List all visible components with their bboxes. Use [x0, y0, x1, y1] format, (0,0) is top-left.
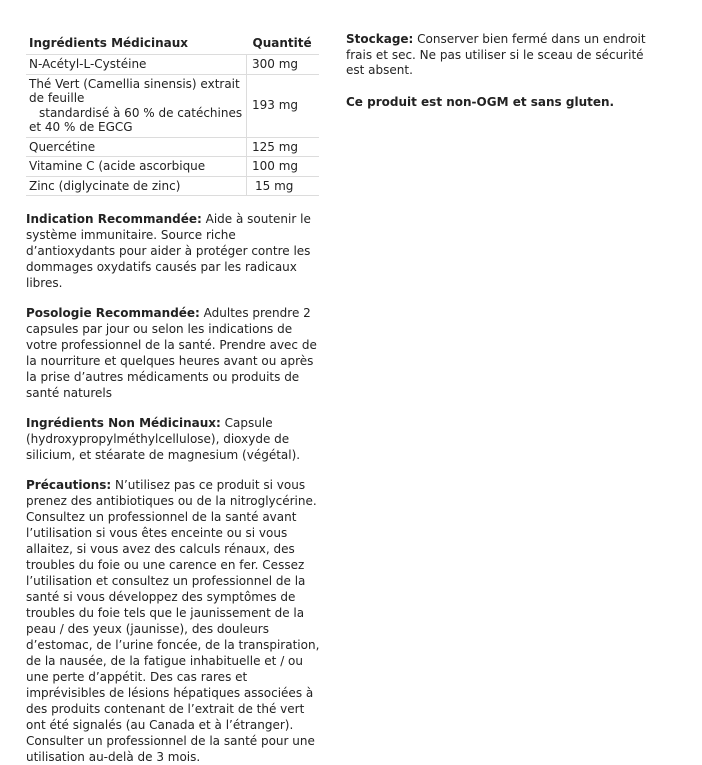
indication-text: Aide à soutenir le système immunitaire. Source riche d’antioxydants pour aider à protéger contre les dommages oxydatifs causés par les radicaux libres.: [26, 212, 311, 290]
ingredient-quantity: 300 mg: [247, 55, 320, 75]
non-gmo-statement: Ce produit est non-OGM et sans gluten.: [346, 94, 615, 109]
non-medicinal-text: Capsule (hydroxypropylméthylcellulose), dioxyde de silicium, et stéarate de magnesium (végétal).: [26, 416, 301, 462]
precautions-text: N’utilisez pas ce produit si vous prenez des antibiotiques ou de la nitroglycérine. Consultez un professionnel de la santé avant l’utilisation si vous êtes enceinte ou si vous allaitez, si vous avez des calculs rénaux, des troubles du foie ou une carence en fer. Cessez l’utilisation et consultez un professionnel de la santé si vous développez des symptômes de troubles du foie tels que le jaunissement de la peau / des yeux (jaunisse), des douleurs d’estomac, de l’urine foncée, de la transpiration, de la nausée, de la fatigue inhabituelle et / ou une perte d’appétit. Des cas rares et imprévisibles de lésions hépatiques associées à des produits contenant de l’extrait de thé vert ont été signalés (au Canada et à l’étranger). Consulter un professionnel de la santé pour une utilisation au-delà de 3 mois.: [26, 478, 320, 764]
storage-text: Conserver bien fermé dans un endroit frais et sec. Ne pas utiliser si le sceau de sécurité est absent.: [346, 32, 646, 77]
table-row: [26, 55, 319, 75]
header-ingredient: Ingrédients Médicinaux: [26, 34, 247, 55]
storage-section: [346, 32, 646, 79]
precautions-section: [26, 477, 324, 765]
ingredient-quantity: 125 mg: [247, 137, 320, 157]
table-row: [26, 157, 319, 177]
indication-section: [26, 211, 324, 291]
indication-label: Indication Recommandée:: [26, 212, 202, 226]
posologie-section: [26, 305, 324, 401]
ingredient-quantity: 193 mg: [247, 74, 320, 137]
ingredient-name: [26, 74, 247, 137]
table-header-row: [26, 34, 319, 55]
table-row: [26, 74, 319, 137]
ingredient-quantity: 100 mg: [247, 157, 320, 177]
ingredient-quantity: 15 mg: [247, 176, 320, 196]
table-row: [26, 176, 319, 196]
storage-label: Stockage:: [346, 32, 414, 46]
table-row: [26, 137, 319, 157]
ingredient-name: Vitamine C (acide ascorbique: [26, 157, 247, 177]
posologie-text: Adultes prendre 2 capsules par jour ou selon les indications de votre professionnel de la santé. Prendre avec de la nourriture et quelques heures avant ou après la prise d’autres médicaments ou produits de santé naturels: [26, 306, 317, 400]
ingredient-name-line1: Thé Vert (Camellia sinensis) extrait de feuille: [29, 76, 240, 105]
non-medicinal-section: [26, 415, 324, 463]
medicinal-ingredients-table: [26, 34, 319, 196]
ingredient-name: Quercétine: [26, 137, 247, 157]
ingredient-name-line2: standardisé à 60 % de catéchines et 40 % de EGCG: [29, 105, 243, 134]
ingredient-name: Zinc (diglycinate de zinc): [26, 176, 247, 196]
non-medicinal-label: Ingrédients Non Médicinaux:: [26, 416, 221, 430]
right-column: [346, 32, 646, 110]
non-gmo-section: [346, 95, 646, 111]
ingredient-name: N-Acétyl-L-Cystéine: [26, 55, 247, 75]
posologie-label: Posologie Recommandée:: [26, 306, 200, 320]
left-column: [26, 34, 324, 765]
precautions-label: Précautions:: [26, 478, 112, 492]
header-quantity: Quantité: [247, 34, 320, 55]
